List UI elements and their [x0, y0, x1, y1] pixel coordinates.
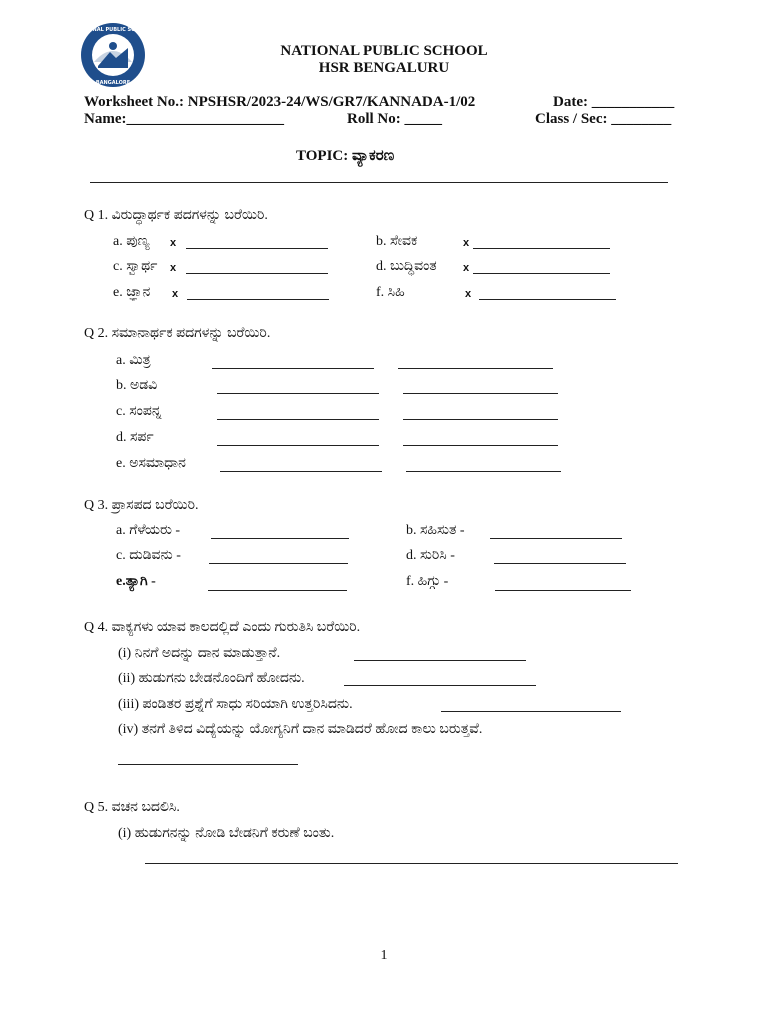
- logo-text-bottom: BANGALORE: [95, 80, 131, 86]
- q1-item-c: c. ಸ್ವಾರ್ಥ: [113, 259, 158, 274]
- q2-answer-c-1[interactable]: [217, 419, 379, 420]
- school-name: NATIONAL PUBLIC SCHOOL: [280, 43, 488, 59]
- q2-answer-a-1[interactable]: [212, 368, 374, 369]
- q4-item-2: (ii) ಹುಡುಗನು ಬೇಡನೊಂದಿಗೆ ಹೋದನು.: [118, 671, 305, 686]
- q3-answer-c[interactable]: [209, 563, 348, 564]
- q2-item-d: d. ಸರ್ಪ: [116, 430, 154, 445]
- q2-title: Q 2. ಸಮಾನಾರ್ಥಕ ಪದಗಳನ್ನು ಬರೆಯಿರಿ.: [84, 326, 271, 341]
- q3-answer-f[interactable]: [495, 590, 631, 591]
- q1-item-b: b. ಸೇವಕ: [376, 234, 418, 249]
- q4-item-1: (i) ನಿನಗೆ ಅದನ್ನು ದಾನ ಮಾಡುತ್ತಾನೆ.: [118, 646, 281, 661]
- school-branch: HSR BENGALURU: [318, 60, 450, 76]
- q5-answer-1[interactable]: [145, 863, 678, 864]
- q1-marker-f: x: [465, 288, 472, 300]
- topic-title: TOPIC: ವ್ಯಾಕರಣ: [296, 148, 395, 164]
- q1-marker-e: x: [172, 288, 179, 300]
- q4-answer-3[interactable]: [441, 711, 621, 712]
- q1-item-f: f. ಸಿಹಿ: [376, 285, 405, 300]
- header-divider: [90, 182, 668, 183]
- logo-text-top: NATIONAL PUBLIC SCHOOL: [75, 27, 151, 33]
- q2-answer-b-1[interactable]: [217, 393, 379, 394]
- q3-answer-e[interactable]: [208, 590, 347, 591]
- q3-item-c: c. ದುಡಿವನು -: [116, 548, 181, 563]
- q5-item-1: (i) ಹುಡುಗನನ್ನು ನೋಡಿ ಬೇಡನಿಗೆ ಕರುಣೆ ಬಂತು.: [118, 826, 335, 841]
- q4-answer-1[interactable]: [354, 660, 526, 661]
- q2-item-c: c. ಸಂಪನ್ನ: [116, 404, 162, 419]
- q2-answer-a-2[interactable]: [398, 368, 553, 369]
- q3-title: Q 3. ಪ್ರಾಸಪದ ಬರೆಯಿರಿ.: [84, 498, 199, 513]
- q3-item-d: d. ಸುರಿಸಿ -: [406, 548, 455, 563]
- class-section-field[interactable]: Class / Sec: ________: [535, 111, 672, 127]
- q2-answer-c-2[interactable]: [403, 419, 558, 420]
- q2-answer-d-2[interactable]: [403, 445, 558, 446]
- q1-item-a: a. ಪುಣ್ಯ: [113, 234, 150, 249]
- q2-answer-e-2[interactable]: [406, 471, 561, 472]
- q2-answer-b-2[interactable]: [403, 393, 558, 394]
- roll-number-field[interactable]: Roll No: _____: [347, 111, 442, 127]
- q2-answer-d-1[interactable]: [217, 445, 379, 446]
- q4-title: Q 4. ವಾಕ್ಯಗಳು ಯಾವ ಕಾಲದಲ್ಲಿದೆ ಎಂದು ಗುರುತಿಸಿ ಬರೆಯಿರಿ.: [84, 620, 361, 635]
- q4-item-3: (iii) ಪಂಡಿತರ ಪ್ರಶ್ನೆಗೆ ಸಾಧು ಸರಿಯಾಗಿ ಉತ್ತರಿಸಿದನು.: [118, 697, 353, 712]
- q4-item-4: (iv) ತನಗೆ ತಿಳಿದ ವಿದ್ಯೆಯನ್ನು ಯೋಗ್ಯನಿಗೆ ದಾನ ಮಾಡಿದರೆ ಹೋದ ಕಾಲು ಬರುತ್ತವೆ.: [118, 722, 483, 737]
- q2-answer-e-1[interactable]: [220, 471, 382, 472]
- q1-answer-e[interactable]: [187, 299, 329, 300]
- q3-item-b: b. ಸಹಿಸುತ -: [406, 523, 465, 538]
- q3-answer-b[interactable]: [490, 538, 622, 539]
- q5-title: Q 5. ವಚನ ಬದಲಿಸಿ.: [84, 800, 180, 815]
- q1-answer-a[interactable]: [186, 248, 328, 249]
- q1-item-d: d. ಬುದ್ಧಿವಂತ: [376, 259, 437, 274]
- q2-item-e: e. ಅಸಮಾಧಾನ: [116, 456, 186, 471]
- page-number: 1: [380, 948, 388, 963]
- q4-answer-2[interactable]: [344, 685, 536, 686]
- q1-answer-d[interactable]: [473, 273, 610, 274]
- q1-answer-b[interactable]: [473, 248, 610, 249]
- q1-answer-c[interactable]: [186, 273, 328, 274]
- q4-answer-4[interactable]: [118, 764, 298, 765]
- q1-marker-d: x: [463, 262, 470, 274]
- worksheet-number: Worksheet No.: NPSHSR/2023-24/WS/GR7/KANNADA-1/02: [84, 94, 476, 110]
- name-field[interactable]: Name:_____________________: [84, 111, 284, 127]
- q1-marker-b: x: [463, 237, 470, 249]
- q3-item-e: e.ತ್ಯಾಗಿ -: [116, 574, 156, 589]
- q3-answer-a[interactable]: [211, 538, 349, 539]
- q1-item-e: e. ಜ್ಞಾನ: [113, 285, 151, 300]
- q3-answer-d[interactable]: [494, 563, 626, 564]
- q1-title: Q 1. ವಿರುದ್ಧಾರ್ಥಕ ಪದಗಳನ್ನು ಬರೆಯಿರಿ.: [84, 208, 268, 223]
- q2-item-b: b. ಅಡವಿ: [116, 378, 158, 393]
- q2-item-a: a. ಮಿತ್ರ: [116, 353, 151, 368]
- date-field[interactable]: Date: ___________: [553, 94, 675, 110]
- q3-item-a: a. ಗೆಳೆಯರು -: [116, 523, 181, 538]
- q3-item-f: f. ಹಿಗ್ಗು -: [406, 574, 449, 589]
- q1-answer-f[interactable]: [479, 299, 616, 300]
- q1-marker-c: x: [170, 262, 177, 274]
- q1-marker-a: x: [170, 237, 177, 249]
